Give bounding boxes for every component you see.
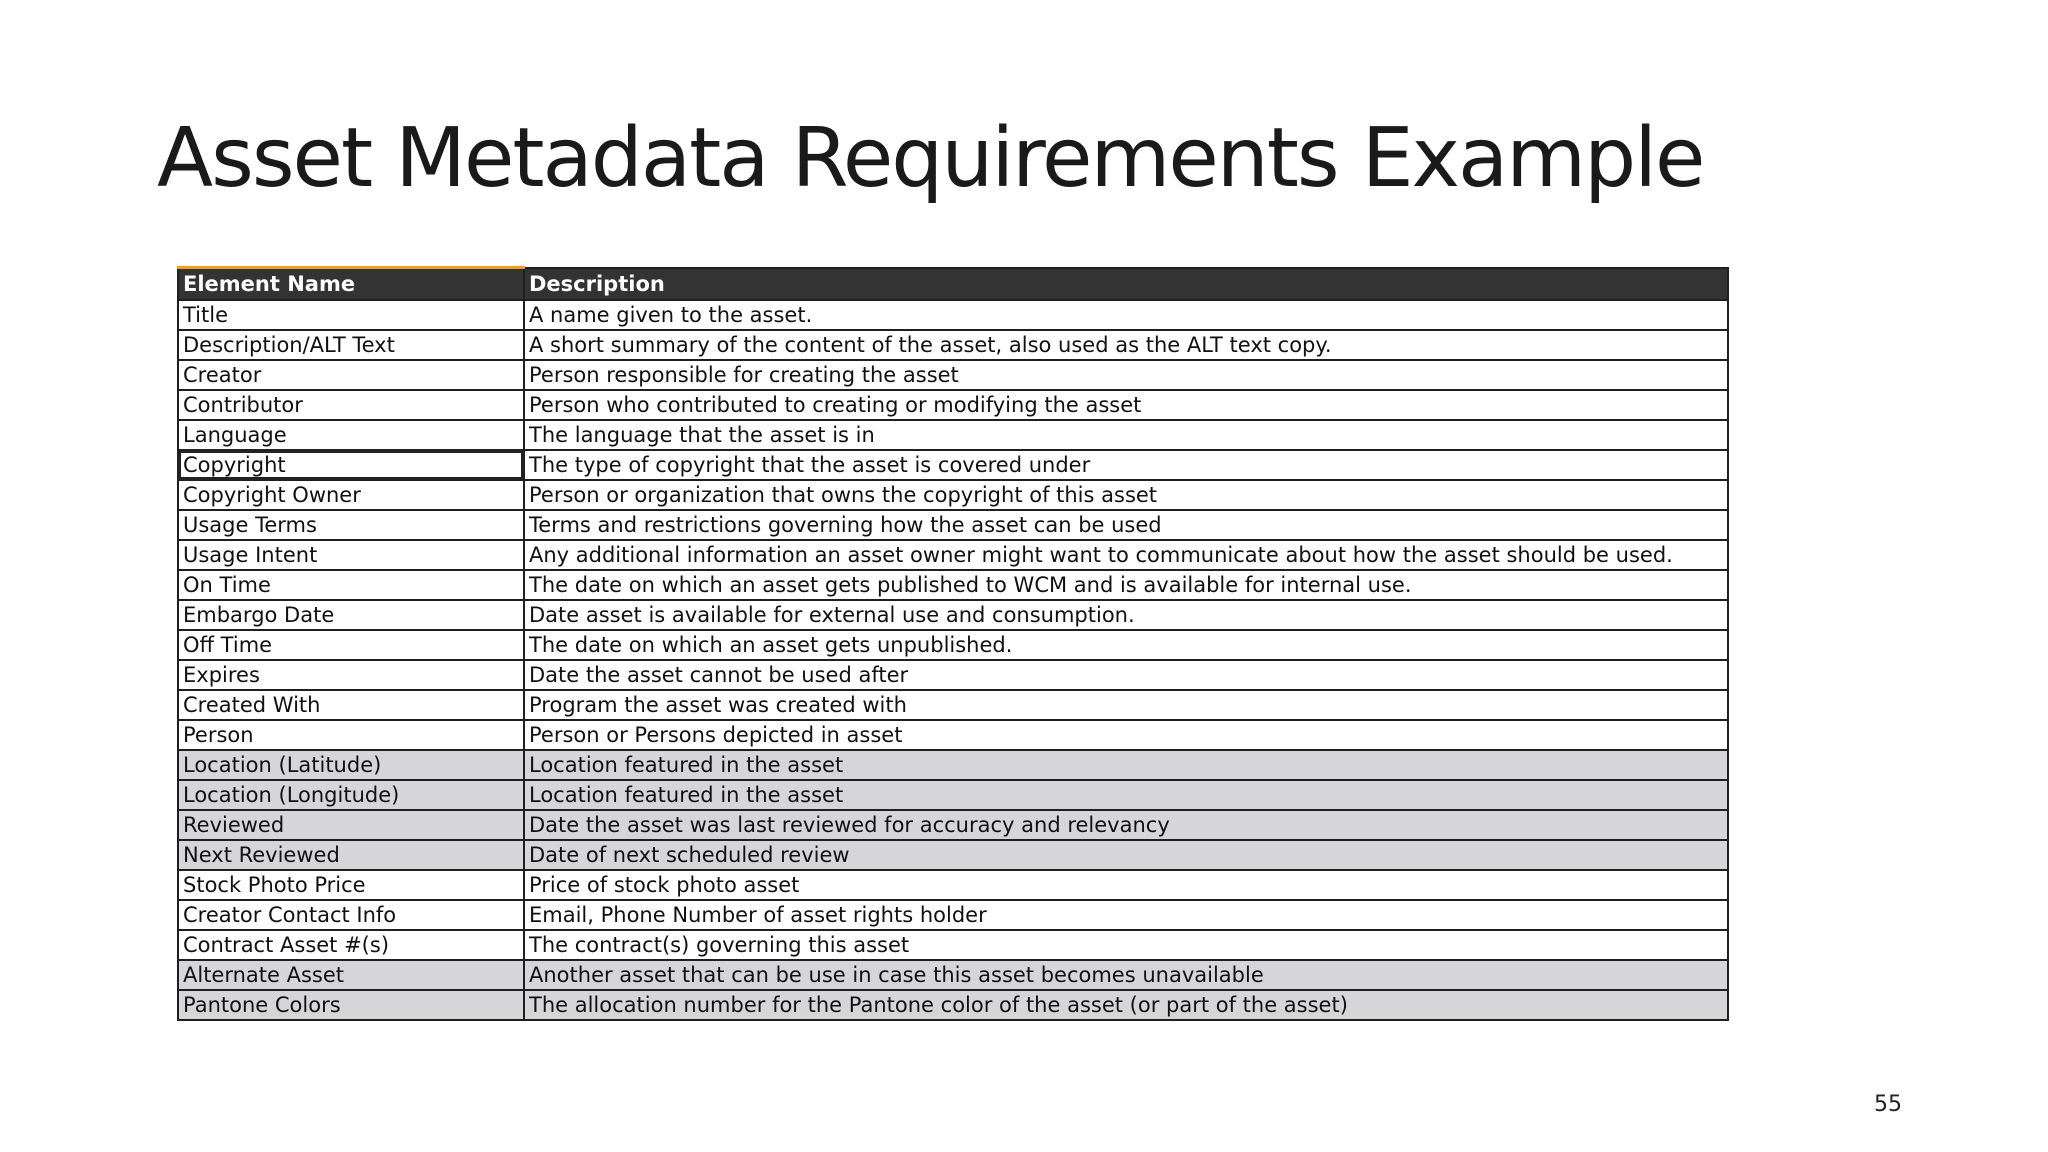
description-cell[interactable]: Person or Persons depicted in asset [524,720,1728,750]
description-cell[interactable]: A short summary of the content of the asset, also used as the ALT text copy. [524,330,1728,360]
element-name-cell[interactable]: Off Time [178,630,524,660]
table-row [178,300,1728,330]
element-name-cell[interactable]: Title [178,300,524,330]
table-row [178,420,1728,450]
table-row [178,840,1728,870]
page-number: 55 [1874,1092,1902,1117]
element-name-cell[interactable]: Next Reviewed [178,840,524,870]
column-header-description: Description [524,268,1728,301]
element-name-cell[interactable]: Expires [178,660,524,690]
element-name-cell[interactable]: Copyright [178,450,524,480]
description-cell[interactable]: Program the asset was created with [524,690,1728,720]
description-cell[interactable]: The language that the asset is in [524,420,1728,450]
element-name-cell[interactable]: Location (Latitude) [178,750,524,780]
table-row [178,990,1728,1020]
description-cell[interactable]: Location featured in the asset [524,780,1728,810]
table-row [178,600,1728,630]
table-row [178,690,1728,720]
description-cell[interactable]: Person who contributed to creating or modifying the asset [524,390,1728,420]
table-row [178,330,1728,360]
element-name-cell[interactable]: Person [178,720,524,750]
element-name-cell[interactable]: Copyright Owner [178,480,524,510]
element-name-cell[interactable]: Creator Contact Info [178,900,524,930]
table-body [178,300,1728,1020]
description-cell[interactable]: Email, Phone Number of asset rights holder [524,900,1728,930]
description-cell[interactable]: Person responsible for creating the asset [524,360,1728,390]
element-name-cell[interactable]: Alternate Asset [178,960,524,990]
table-row [178,510,1728,540]
table-row [178,480,1728,510]
table-row [178,720,1728,750]
table-row [178,780,1728,810]
element-name-cell[interactable]: Language [178,420,524,450]
description-cell[interactable]: The date on which an asset gets published to WCM and is available for internal use. [524,570,1728,600]
element-name-cell[interactable]: Description/ALT Text [178,330,524,360]
table-row [178,930,1728,960]
element-name-cell[interactable]: Pantone Colors [178,990,524,1020]
description-cell[interactable]: Location featured in the asset [524,750,1728,780]
table-row [178,960,1728,990]
element-name-cell[interactable]: On Time [178,570,524,600]
table-header-row [178,268,1728,301]
description-cell[interactable]: The allocation number for the Pantone color of the asset (or part of the asset) [524,990,1728,1020]
column-header-element-name: Element Name [178,268,524,301]
description-cell[interactable]: The date on which an asset gets unpublished. [524,630,1728,660]
description-cell[interactable]: Terms and restrictions governing how the asset can be used [524,510,1728,540]
element-name-cell[interactable]: Created With [178,690,524,720]
element-name-cell[interactable]: Usage Terms [178,510,524,540]
description-cell[interactable]: The contract(s) governing this asset [524,930,1728,960]
element-name-cell[interactable]: Contract Asset #(s) [178,930,524,960]
table-row [178,750,1728,780]
table-row [178,570,1728,600]
element-name-cell[interactable]: Embargo Date [178,600,524,630]
table-row [178,540,1728,570]
table-row [178,450,1728,480]
table-row [178,390,1728,420]
description-cell[interactable]: Date the asset cannot be used after [524,660,1728,690]
element-name-cell[interactable]: Creator [178,360,524,390]
element-name-cell[interactable]: Contributor [178,390,524,420]
description-cell[interactable]: Person or organization that owns the copyright of this asset [524,480,1728,510]
description-cell[interactable]: The type of copyright that the asset is covered under [524,450,1728,480]
description-cell[interactable]: Any additional information an asset owner might want to communicate about how the asset should be used. [524,540,1728,570]
description-cell[interactable]: Date the asset was last reviewed for accuracy and relevancy [524,810,1728,840]
element-name-cell[interactable]: Usage Intent [178,540,524,570]
element-name-cell[interactable]: Stock Photo Price [178,870,524,900]
description-cell[interactable]: Price of stock photo asset [524,870,1728,900]
table-row [178,870,1728,900]
description-cell[interactable]: Date asset is available for external use and consumption. [524,600,1728,630]
description-cell[interactable]: A name given to the asset. [524,300,1728,330]
table-row [178,900,1728,930]
element-name-cell[interactable]: Location (Longitude) [178,780,524,810]
table-row [178,810,1728,840]
element-name-cell[interactable]: Reviewed [178,810,524,840]
slide-title: Asset Metadata Requirements Example [157,111,1704,206]
description-cell[interactable]: Date of next scheduled review [524,840,1728,870]
table-row [178,660,1728,690]
metadata-table [177,266,1729,1021]
table-row [178,630,1728,660]
description-cell[interactable]: Another asset that can be use in case this asset becomes unavailable [524,960,1728,990]
table-row [178,360,1728,390]
